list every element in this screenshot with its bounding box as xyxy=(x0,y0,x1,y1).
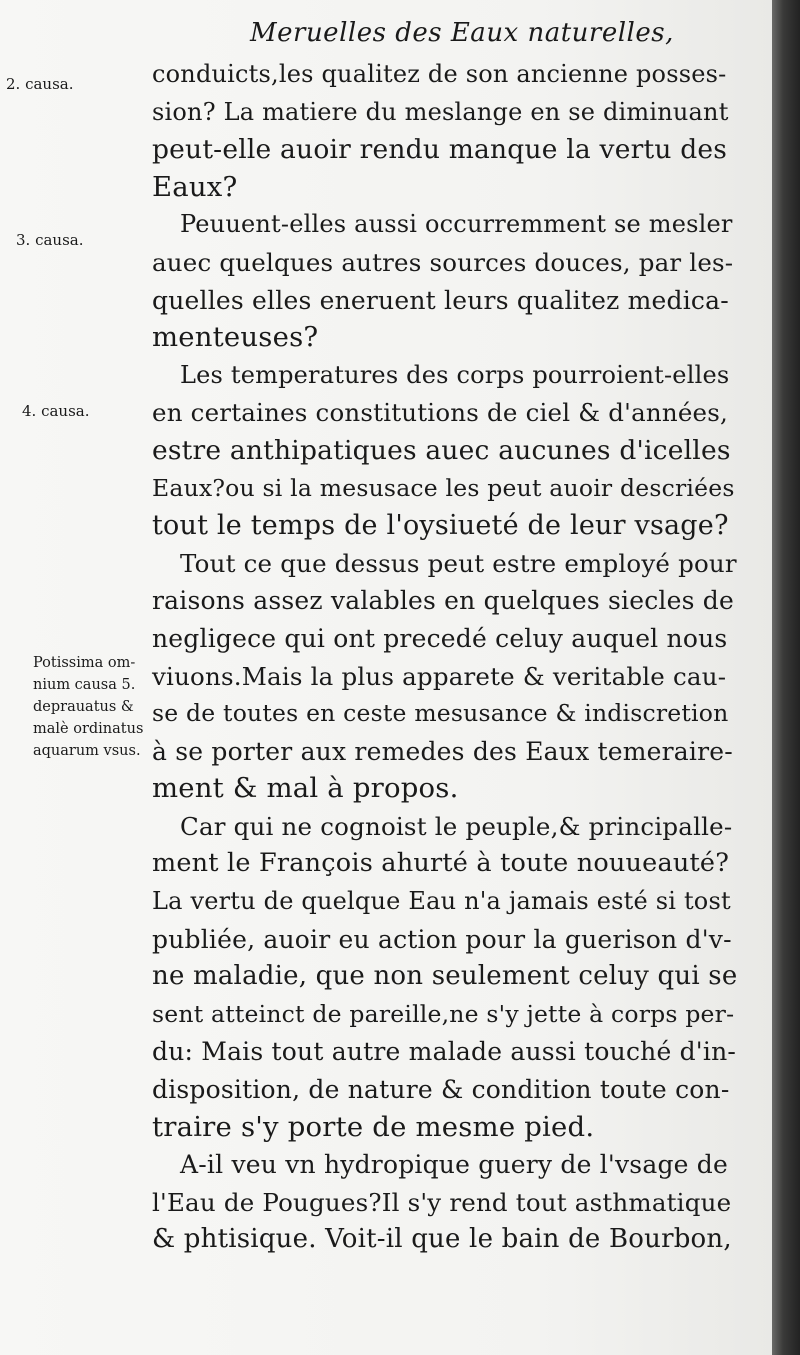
text-line: ne maladie, que non seulement celuy qui se xyxy=(152,961,738,992)
text-line: estre anthipatiques auec aucunes d'icelles xyxy=(152,434,731,466)
margin-gloss-line: nium causa 5. xyxy=(33,677,136,693)
paragraph xyxy=(152,357,737,545)
text-line: en certaines constitutions de ciel & d'années, xyxy=(152,398,729,428)
text-line: traire s'y porte de mesme pied. xyxy=(152,1110,595,1143)
text-line: viuons.Mais la plus apparete & veritable cau- xyxy=(152,661,727,691)
body-text xyxy=(152,56,737,1259)
text-line: auec quelques autres sources douces, par les- xyxy=(152,247,734,277)
text-line: menteuses? xyxy=(152,321,319,354)
text-line: ment le François ahurté à toute nouueauté? xyxy=(152,848,730,879)
running-head: Meruelles des Eaux naturelles, xyxy=(250,18,674,48)
text-line: quelles elles eneruent leurs qualitez medica- xyxy=(152,285,729,315)
paragraph xyxy=(152,206,737,356)
text-line: Car qui ne cognoist le peuple,& principalle- xyxy=(180,811,733,841)
margin-gloss-line: Potissima om- xyxy=(33,655,136,671)
text-line: negligece qui ont precedé celuy auquel nous xyxy=(152,623,728,653)
paragraph xyxy=(152,808,737,1146)
text-line: Tout ce que dessus peut estre employé pour xyxy=(180,548,737,578)
margin-note-causa-2: 2. causa. xyxy=(6,75,74,93)
text-line: disposition, de nature & condition toute con- xyxy=(152,1075,730,1105)
margin-gloss-line: malè ordinatus xyxy=(33,721,144,737)
paragraph xyxy=(152,1146,737,1259)
text-line: A-il veu vn hydropique guery de l'vsage de xyxy=(180,1150,728,1180)
text-line: du: Mais tout autre malade aussi touché d'in- xyxy=(152,1037,737,1067)
text-line: sion? La matiere du meslange en se diminuant xyxy=(152,97,729,126)
text-line: Peuuent-elles aussi occurremment se mesler xyxy=(180,210,733,239)
text-line: Eaux?ou si la mesusace les peut auoir descriées xyxy=(152,473,735,502)
margin-gloss xyxy=(33,652,163,762)
text-line: Les temperatures des corps pourroient-elles xyxy=(180,360,730,389)
margin-gloss-line: deprauatus & xyxy=(33,699,134,715)
text-line: raisons assez valables en quelques siecles de xyxy=(152,586,734,616)
text-line: l'Eau de Pougues?Il s'y rend tout asthmatique xyxy=(152,1187,732,1217)
text-line: La vertu de quelque Eau n'a jamais esté si tost xyxy=(152,887,731,916)
text-line: publiée, auoir eu action pour la guerison d'v- xyxy=(152,924,732,954)
book-gutter-shadow xyxy=(772,0,800,1355)
text-line: sent atteinct de pareille,ne s'y jette à corps per- xyxy=(152,999,735,1028)
text-line: se de toutes en ceste mesusance & indiscretion xyxy=(152,699,729,728)
text-line: conduicts,les qualitez de son ancienne posses- xyxy=(152,60,727,88)
margin-note-causa-3: 3. causa. xyxy=(16,231,84,249)
paragraph xyxy=(152,545,737,808)
text-line: tout le temps de l'oysiueté de leur vsage? xyxy=(152,510,729,542)
text-line: Eaux? xyxy=(152,170,238,203)
margin-note-causa-4: 4. causa. xyxy=(22,402,90,420)
text-line: peut-elle auoir rendu manque la vertu des xyxy=(152,134,728,166)
paragraph xyxy=(152,56,737,206)
text-line: à se porter aux remedes des Eaux temeraire- xyxy=(152,736,733,766)
text-line: & phtisique. Voit-il que le bain de Bourbon, xyxy=(152,1224,732,1255)
margin-gloss-line: aquarum vsus. xyxy=(33,743,141,759)
text-line: ment & mal à propos. xyxy=(152,772,459,805)
